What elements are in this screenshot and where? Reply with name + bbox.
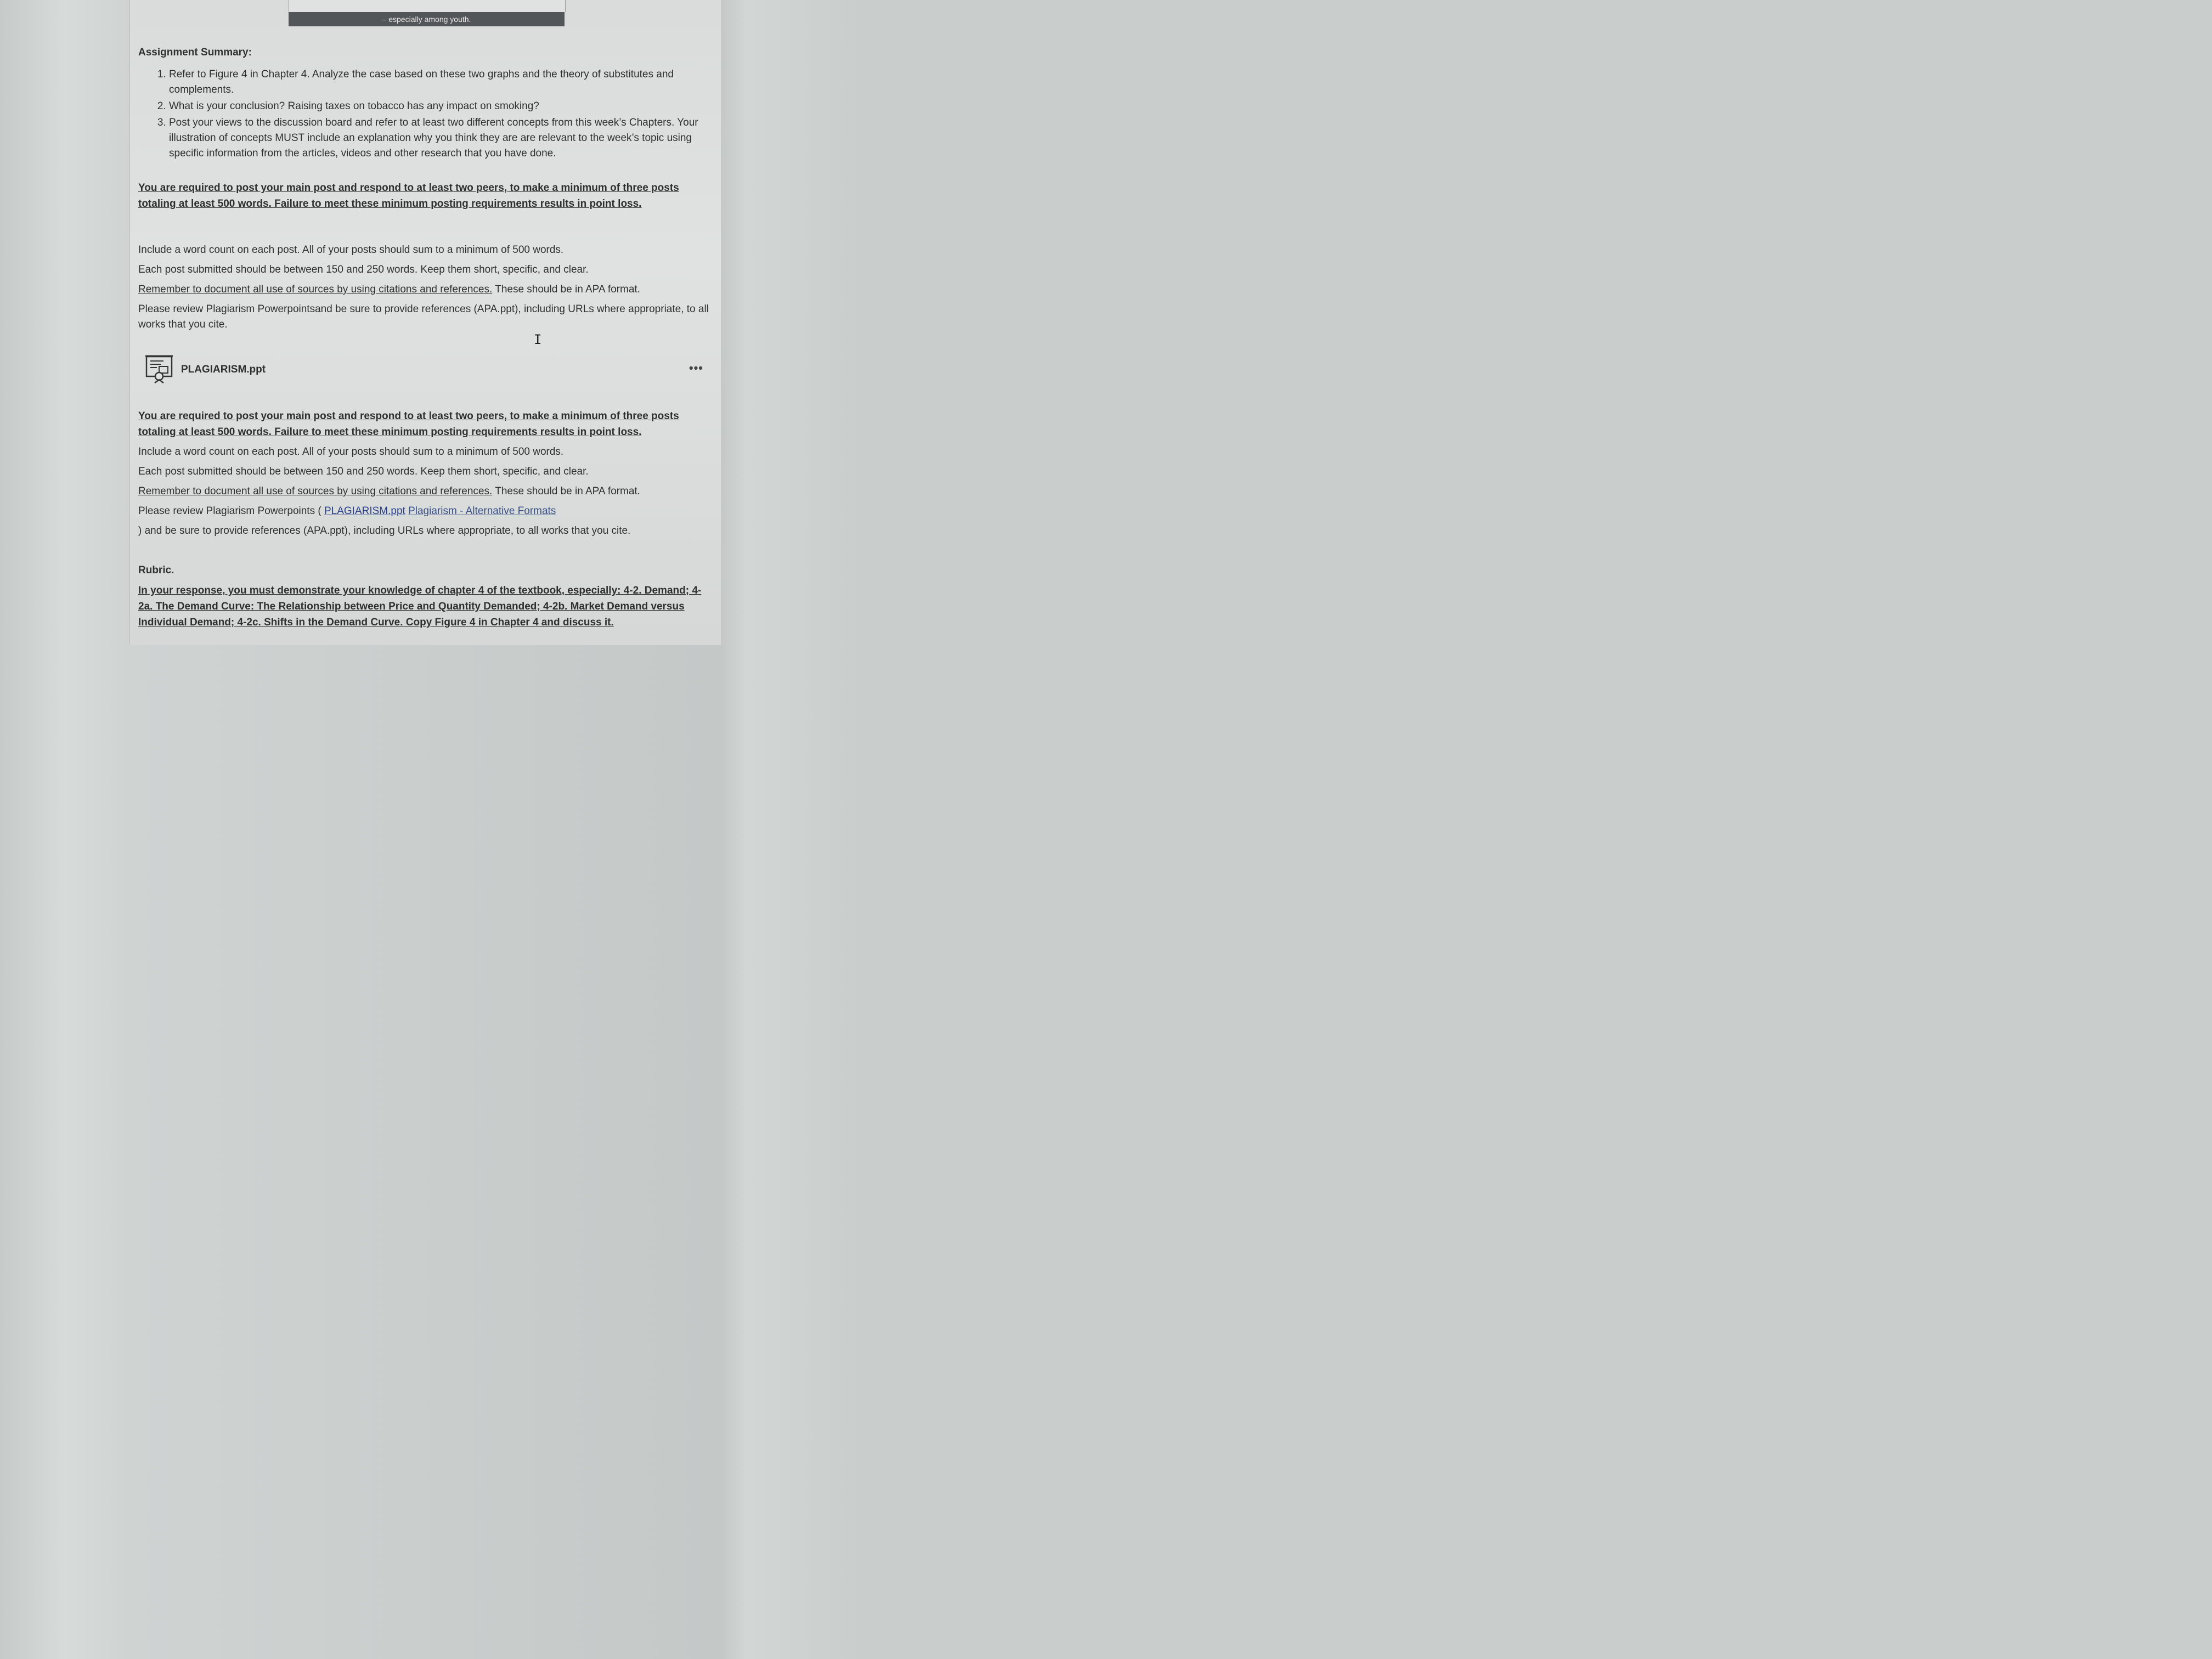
citation-text-2 <box>138 484 709 499</box>
figure-caption: – especially among youth. <box>289 12 565 26</box>
summary-heading: Assignment Summary: <box>138 47 252 58</box>
citation-underlined: Remember to document all use of sources by using citations and references. <box>138 284 493 295</box>
list-item: 2. What is your conclusion? Raising taxes on tobacco has any impact on smoking? <box>169 99 709 114</box>
attachment-file-name[interactable]: PLAGIARISM.ppt <box>181 364 266 375</box>
posting-requirement-notice-2: You are required to post your main post and respond to at least two peers, to make a minimum of three posts totaling at least 500 words. Failure to meet these minimum posting requirements results in point loss. <box>138 410 679 438</box>
presentation-icon <box>145 354 173 385</box>
list-item: 3. Post your views to the discussion board and refer to at least two different concepts from this week’s Chapters. Your illustration of concepts MUST include an explanation why you think they are are relevant to the week’s topic using specific information from the articles, videos and other research that you have done. <box>169 115 709 161</box>
more-options-icon[interactable]: ••• <box>689 361 703 375</box>
post-length-text-2: Each post submitted should be between 150 and 250 words. Keep them short, specific, and clear. <box>138 466 589 477</box>
word-count-text-2: Include a word count on each post. All of your posts should sum to a minimum of 500 words. <box>138 446 564 458</box>
citation-rest: These should be in APA format. <box>492 284 640 295</box>
content-page <box>129 0 722 645</box>
posting-requirement-notice: You are required to post your main post and respond to at least two peers, to make a minimum of three posts totaling at least 500 words. Failure to meet these minimum posting requirements results in point loss. <box>138 182 679 210</box>
attachment-card[interactable] <box>138 354 709 390</box>
citation-underlined-2: Remember to document all use of sources by using citations and references. <box>138 486 493 497</box>
list-item: 1. Refer to Figure 4 in Chapter 4. Analyze the case based on these two graphs and the theory of substitutes and complements. <box>169 67 709 98</box>
plagiarism-prefix: Please review Plagiarism Powerpoints ( <box>138 505 324 517</box>
summary-list <box>138 67 709 161</box>
rubric-text: In your response, you must demonstrate your knowledge of chapter 4 of the textbook, especially: 4-2. Demand; 4-2a. The Demand Curve: The Relationship between Price and Quantity Demanded; 4-2b. Market Demand versus Individual Demand; 4-2c. Shifts in the Demand Curve. Copy Figure 4 in Chapter 4 and discuss it. <box>138 585 702 628</box>
figure-image <box>289 0 566 12</box>
citation-text <box>138 282 709 297</box>
rubric-heading: Rubric. <box>138 565 174 576</box>
word-count-text: Include a word count on each post. All of your posts should sum to a minimum of 500 words. <box>138 244 564 256</box>
plagiarism-text: Please review Plagiarism Powerpointsand be sure to provide references (APA.ppt), including URLs where appropriate, to all works that you cite. <box>138 303 709 330</box>
plagiarism-ppt-link[interactable]: PLAGIARISM.ppt <box>324 505 405 517</box>
plagiarism-suffix: ) and be sure to provide references (APA.ppt), including URLs where appropriate, to all works that you cite. <box>138 525 631 537</box>
text-cursor-icon: I <box>534 332 542 347</box>
citation-rest-2: These should be in APA format. <box>492 486 640 497</box>
plagiarism-alt-formats-link[interactable]: Plagiarism - Alternative Formats <box>408 505 556 517</box>
post-length-text: Each post submitted should be between 150 and 250 words. Keep them short, specific, and clear. <box>138 264 589 275</box>
plagiarism-text-2 <box>138 504 709 519</box>
assignment-content <box>138 45 709 630</box>
